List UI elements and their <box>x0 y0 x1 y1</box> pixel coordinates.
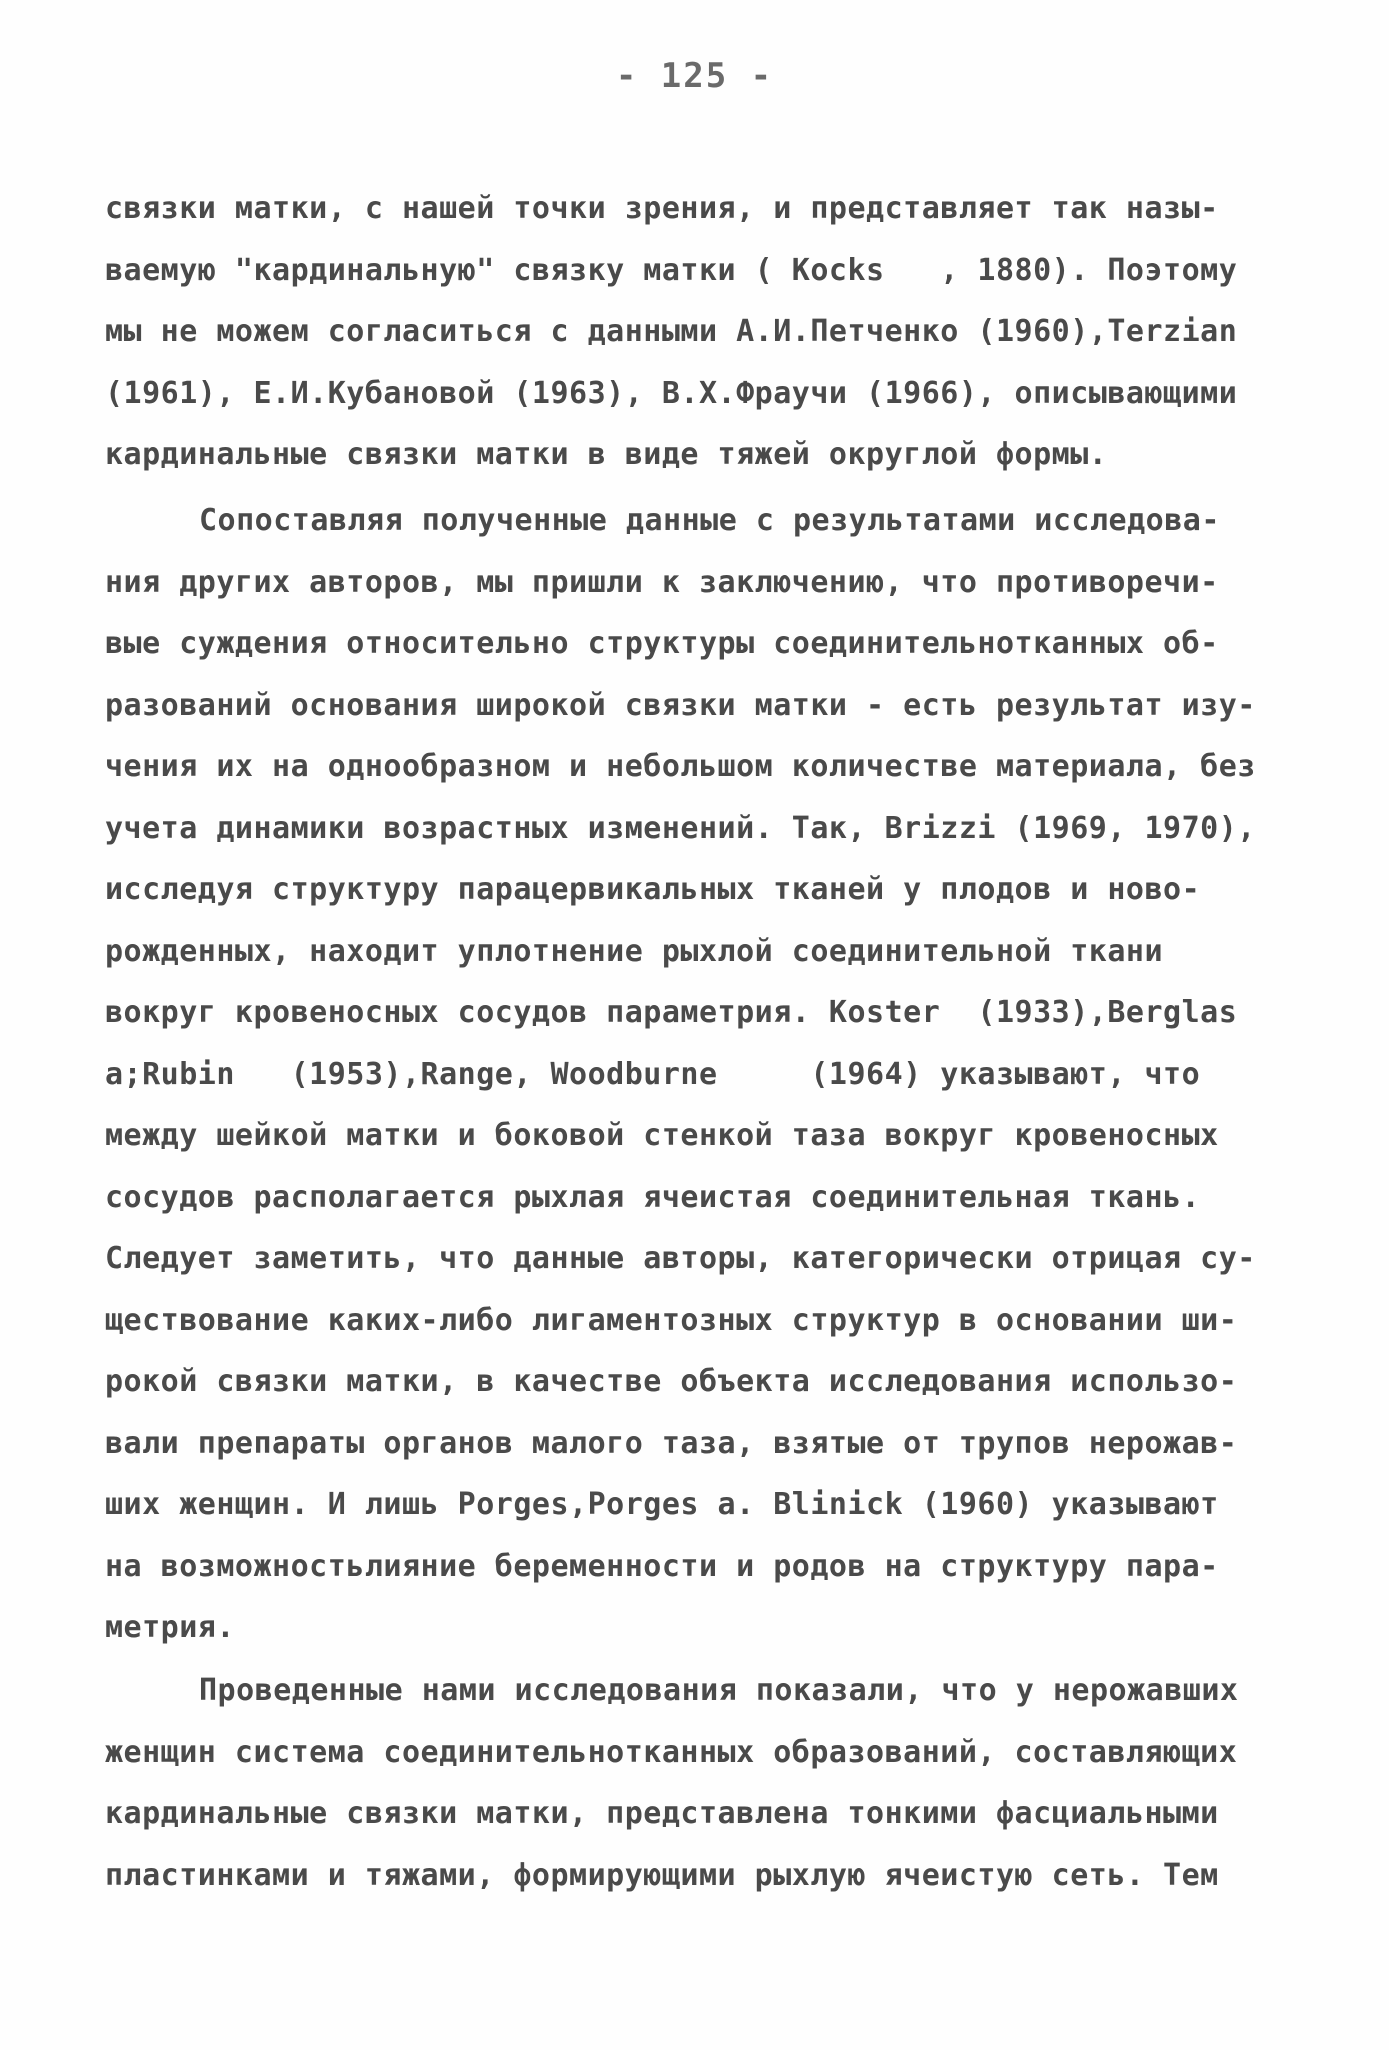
text-line: Следует заметить, что данные авторы, категорически отрицая су- <box>105 1241 1256 1276</box>
text-line: мы не можем согласиться с данными А.И.Петченко (1960),Terzian <box>105 314 1238 349</box>
text-line: Сопоставляя полученные данные с результатами исследова- <box>199 503 1220 538</box>
text-line: разований основания широкой связки матки - есть результат изу- <box>105 687 1256 723</box>
text-line: исследуя структуру парацервикальных тканей у плодов и ново- <box>105 872 1201 907</box>
text-line: сосудов располагается рыхлая ячеистая соединительная ткань. <box>105 1179 1201 1215</box>
text-line: между шейкой матки и боковой стенкой таза вокруг кровеносных <box>105 1118 1219 1153</box>
paragraph-1 <box>105 178 1300 486</box>
text-line: ваемую "кардинальную" связку матки ( Kocks , 1880). Поэтому <box>105 252 1238 288</box>
page-number: - 125 - <box>615 56 774 96</box>
text-line: кардинальные связки матки в виде тяжей округлой формы. <box>105 437 1108 472</box>
text-line: вокруг кровеносных сосудов параметрия. Koster (1933),Berglas <box>105 995 1238 1030</box>
text-line: на возможностьлияние беременности и родов на структуру пара- <box>105 1548 1219 1584</box>
text-line: ществование каких-либо лигаментозных структур в основании ши- <box>105 1302 1238 1338</box>
text-line: женщин система соединительнотканных образований, составляющих <box>105 1734 1238 1770</box>
text-line: чения их на однообразном и небольшом количестве материала, без <box>105 749 1256 784</box>
text-line: пластинками и тяжами, формирующими рыхлую ячеистую сеть. Тем <box>105 1857 1219 1893</box>
text-line: связки матки, с нашей точки зрения, и представляет так назы- <box>105 191 1219 226</box>
text-line: a;Rubin (1953),Range, Woodburne (1964) указывают, что <box>105 1056 1201 1092</box>
text-line: Проведенные нами исследования показали, что у нерожавших <box>199 1673 1239 1708</box>
text-line: ния других авторов, мы пришли к заключению, что противоречи- <box>105 564 1219 600</box>
paragraph-2 <box>105 490 1300 1659</box>
paragraph-3 <box>105 1660 1300 1906</box>
text-line: рокой связки матки, в качестве объекта исследования использо- <box>105 1364 1238 1399</box>
text-line: вали препараты органов малого таза, взятые от трупов нерожав- <box>105 1425 1238 1461</box>
text-line: учета динамики возрастных изменений. Так, Brizzi (1969, 1970), <box>105 810 1256 846</box>
text-line: метрия. <box>105 1610 235 1645</box>
text-line: рожденных, находит уплотнение рыхлой соединительной ткани <box>105 933 1164 969</box>
text-line: (1961), Е.И.Кубановой (1963), В.Х.Фраучи (1966), описывающими <box>105 375 1238 411</box>
text-line: вые суждения относительно структуры соединительнотканных об- <box>105 626 1219 661</box>
text-line: кардинальные связки матки, представлена тонкими фасциальными <box>105 1796 1219 1831</box>
text-line: ших женщин. И лишь Porges,Porges a. Blinick (1960) указывают <box>105 1487 1219 1522</box>
